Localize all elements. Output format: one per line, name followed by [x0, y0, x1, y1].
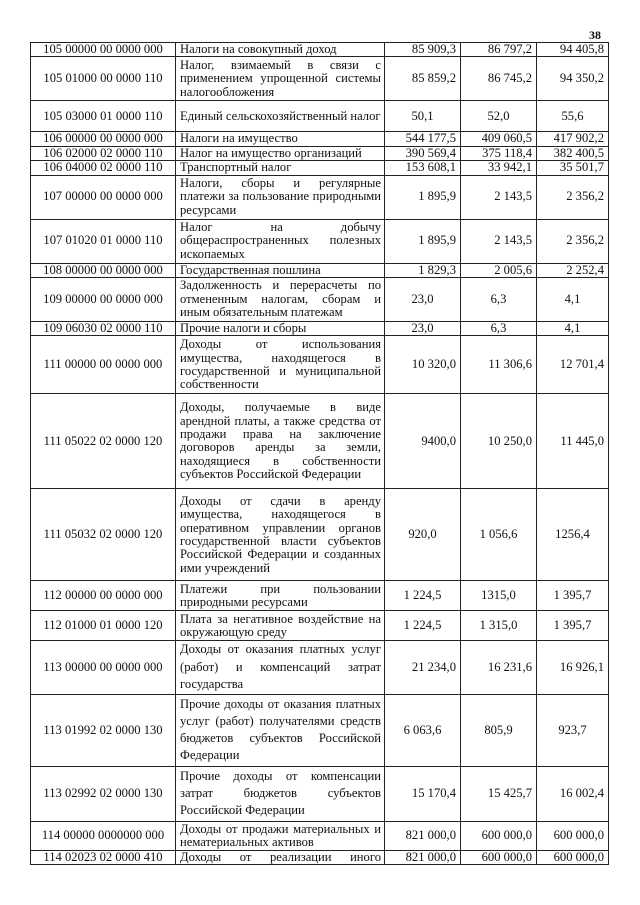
value-cell-2: 1315,0: [461, 581, 537, 611]
kbk-code-cell: 106 02000 02 0000 110: [31, 146, 176, 160]
kbk-code-cell: 111 00000 00 0000 000: [31, 336, 176, 394]
value-cell-3: 2 356,2: [537, 175, 609, 219]
table-row: [31, 611, 609, 641]
kbk-code-cell: 114 00000 0000000 000: [31, 821, 176, 850]
kbk-code-cell: 107 00000 00 0000 000: [31, 175, 176, 219]
kbk-code-cell: 106 04000 02 0000 110: [31, 161, 176, 175]
value-cell-3: 600 000,0: [537, 850, 609, 864]
value-cell-2: 16 231,6: [461, 641, 537, 695]
value-cell-2: 2 005,6: [461, 263, 537, 277]
value-cell-2: 6,3: [461, 278, 537, 322]
value-cell-1: 821 000,0: [385, 850, 461, 864]
income-name-cell: Налог на имущество организаций: [176, 146, 385, 160]
kbk-code-cell: 105 03000 01 0000 110: [31, 101, 176, 132]
kbk-code-cell: 111 05032 02 0000 120: [31, 489, 176, 581]
kbk-code-cell: 112 00000 00 0000 000: [31, 581, 176, 611]
income-name-cell: Прочие доходы от компенсации затрат бюджетов субъектов Российской Федерации: [176, 766, 385, 821]
value-cell-1: 390 569,4: [385, 146, 461, 160]
value-cell-2: 600 000,0: [461, 850, 537, 864]
table-row: [31, 175, 609, 219]
value-cell-3: 4,1: [537, 278, 609, 322]
income-name-cell: Налоги, сборы и регулярные платежи за пользование природными ресурсами: [176, 175, 385, 219]
value-cell-1: 1 895,9: [385, 219, 461, 263]
kbk-code-cell: 106 00000 00 0000 000: [31, 132, 176, 146]
kbk-code-cell: 109 06030 02 0000 110: [31, 322, 176, 336]
kbk-code-cell: 113 00000 00 0000 000: [31, 641, 176, 695]
value-cell-3: 417 902,2: [537, 132, 609, 146]
value-cell-1: 1 895,9: [385, 175, 461, 219]
income-name-cell: Доходы, получаемые в виде арендной платы, а также средства от продажи права на заключение договоров аренды за земли, находящиеся в собственности субъектов Российской Федерации: [176, 394, 385, 489]
value-cell-3: 94 350,2: [537, 57, 609, 101]
value-cell-2: 10 250,0: [461, 394, 537, 489]
income-name-cell: Налог на добычу общераспространенных полезных ископаемых: [176, 219, 385, 263]
value-cell-3: 16 002,4: [537, 766, 609, 821]
value-cell-2: 86 797,2: [461, 43, 537, 57]
table-row: [31, 394, 609, 489]
value-cell-1: 153 608,1: [385, 161, 461, 175]
value-cell-1: 6 063,6: [385, 694, 461, 766]
value-cell-3: 35 501,7: [537, 161, 609, 175]
value-cell-3: 923,7: [537, 694, 609, 766]
kbk-code-cell: 111 05022 02 0000 120: [31, 394, 176, 489]
value-cell-1: 85 909,3: [385, 43, 461, 57]
value-cell-1: 85 859,2: [385, 57, 461, 101]
value-cell-3: 2 356,2: [537, 219, 609, 263]
table-row: [31, 581, 609, 611]
income-name-cell: Доходы от сдачи в аренду имущества, находящегося в оперативном управлении органов государственной власти субъектов Российской Федерации и созданных ими учреждений: [176, 489, 385, 581]
page-number: 38: [589, 28, 601, 42]
value-cell-1: 15 170,4: [385, 766, 461, 821]
income-name-cell: Доходы от оказания платных услуг (работ) и компенсаций затрат государства: [176, 641, 385, 695]
table-row: [31, 219, 609, 263]
value-cell-3: 12 701,4: [537, 336, 609, 394]
revenue-table: [30, 42, 609, 865]
income-name-cell: Налоги на совокупный доход: [176, 43, 385, 57]
table-row: [31, 821, 609, 850]
value-cell-2: 2 143,5: [461, 219, 537, 263]
value-cell-1: 1 224,5: [385, 611, 461, 641]
table-row: [31, 278, 609, 322]
income-name-cell: Прочие доходы от оказания платных услуг (работ) получателями средств бюджетов субъектов Российской Федерации: [176, 694, 385, 766]
table-row: [31, 161, 609, 175]
kbk-code-cell: 108 00000 00 0000 000: [31, 263, 176, 277]
table-row: [31, 850, 609, 864]
value-cell-2: 1 056,6: [461, 489, 537, 581]
table-row: [31, 322, 609, 336]
value-cell-2: 52,0: [461, 101, 537, 132]
value-cell-1: 9400,0: [385, 394, 461, 489]
value-cell-3: 1 395,7: [537, 611, 609, 641]
value-cell-3: 1 395,7: [537, 581, 609, 611]
table-row: [31, 132, 609, 146]
value-cell-2: 33 942,1: [461, 161, 537, 175]
value-cell-1: 544 177,5: [385, 132, 461, 146]
income-name-cell: Государственная пошлина: [176, 263, 385, 277]
value-cell-3: 1256,4: [537, 489, 609, 581]
value-cell-1: 1 224,5: [385, 581, 461, 611]
value-cell-2: 15 425,7: [461, 766, 537, 821]
table-row: [31, 101, 609, 132]
value-cell-2: 600 000,0: [461, 821, 537, 850]
value-cell-1: 23,0: [385, 322, 461, 336]
value-cell-3: 382 400,5: [537, 146, 609, 160]
value-cell-3: 55,6: [537, 101, 609, 132]
value-cell-3: 2 252,4: [537, 263, 609, 277]
income-name-cell: Задолженность и перерасчеты по отмененным налогам, сборам и иным обязательным платежам: [176, 278, 385, 322]
kbk-code-cell: 113 02992 02 0000 130: [31, 766, 176, 821]
kbk-code-cell: 107 01020 01 0000 110: [31, 219, 176, 263]
income-name-cell: Налоги на имущество: [176, 132, 385, 146]
value-cell-2: 375 118,4: [461, 146, 537, 160]
value-cell-1: 23,0: [385, 278, 461, 322]
value-cell-2: 11 306,6: [461, 336, 537, 394]
income-name-cell: Транспортный налог: [176, 161, 385, 175]
table-row: [31, 57, 609, 101]
value-cell-2: 805,9: [461, 694, 537, 766]
table-row: [31, 43, 609, 57]
kbk-code-cell: 105 00000 00 0000 000: [31, 43, 176, 57]
income-name-cell: Платежи при пользовании природными ресурсами: [176, 581, 385, 611]
table-row: [31, 694, 609, 766]
income-name-cell: Доходы от продажи материальных и нематериальных активов: [176, 821, 385, 850]
kbk-code-cell: 112 01000 01 0000 120: [31, 611, 176, 641]
value-cell-1: 920,0: [385, 489, 461, 581]
value-cell-3: 600 000,0: [537, 821, 609, 850]
value-cell-2: 2 143,5: [461, 175, 537, 219]
value-cell-1: 10 320,0: [385, 336, 461, 394]
income-name-cell: Доходы от использования имущества, находящегося в государственной и муниципальной собственности: [176, 336, 385, 394]
value-cell-2: 1 315,0: [461, 611, 537, 641]
value-cell-1: 821 000,0: [385, 821, 461, 850]
income-name-cell: Плата за негативное воздействие на окружающую среду: [176, 611, 385, 641]
value-cell-2: 409 060,5: [461, 132, 537, 146]
kbk-code-cell: 113 01992 02 0000 130: [31, 694, 176, 766]
table-row: [31, 263, 609, 277]
income-name-cell: Прочие налоги и сборы: [176, 322, 385, 336]
income-name-cell: Налог, взимаемый в связи с применением упрощенной системы налогообложения: [176, 57, 385, 101]
value-cell-3: 94 405,8: [537, 43, 609, 57]
value-cell-3: 4,1: [537, 322, 609, 336]
value-cell-1: 50,1: [385, 101, 461, 132]
income-name-cell: Единый сельскохозяйственный налог: [176, 101, 385, 132]
value-cell-2: 86 745,2: [461, 57, 537, 101]
kbk-code-cell: 114 02023 02 0000 410: [31, 850, 176, 864]
value-cell-1: 21 234,0: [385, 641, 461, 695]
value-cell-2: 6,3: [461, 322, 537, 336]
table-row: [31, 641, 609, 695]
table-row: [31, 489, 609, 581]
kbk-code-cell: 109 00000 00 0000 000: [31, 278, 176, 322]
income-name-cell: Доходы от реализации иного: [176, 850, 385, 864]
value-cell-1: 1 829,3: [385, 263, 461, 277]
table-row: [31, 336, 609, 394]
table-row: [31, 766, 609, 821]
value-cell-3: 11 445,0: [537, 394, 609, 489]
table-row: [31, 146, 609, 160]
value-cell-3: 16 926,1: [537, 641, 609, 695]
kbk-code-cell: 105 01000 00 0000 110: [31, 57, 176, 101]
